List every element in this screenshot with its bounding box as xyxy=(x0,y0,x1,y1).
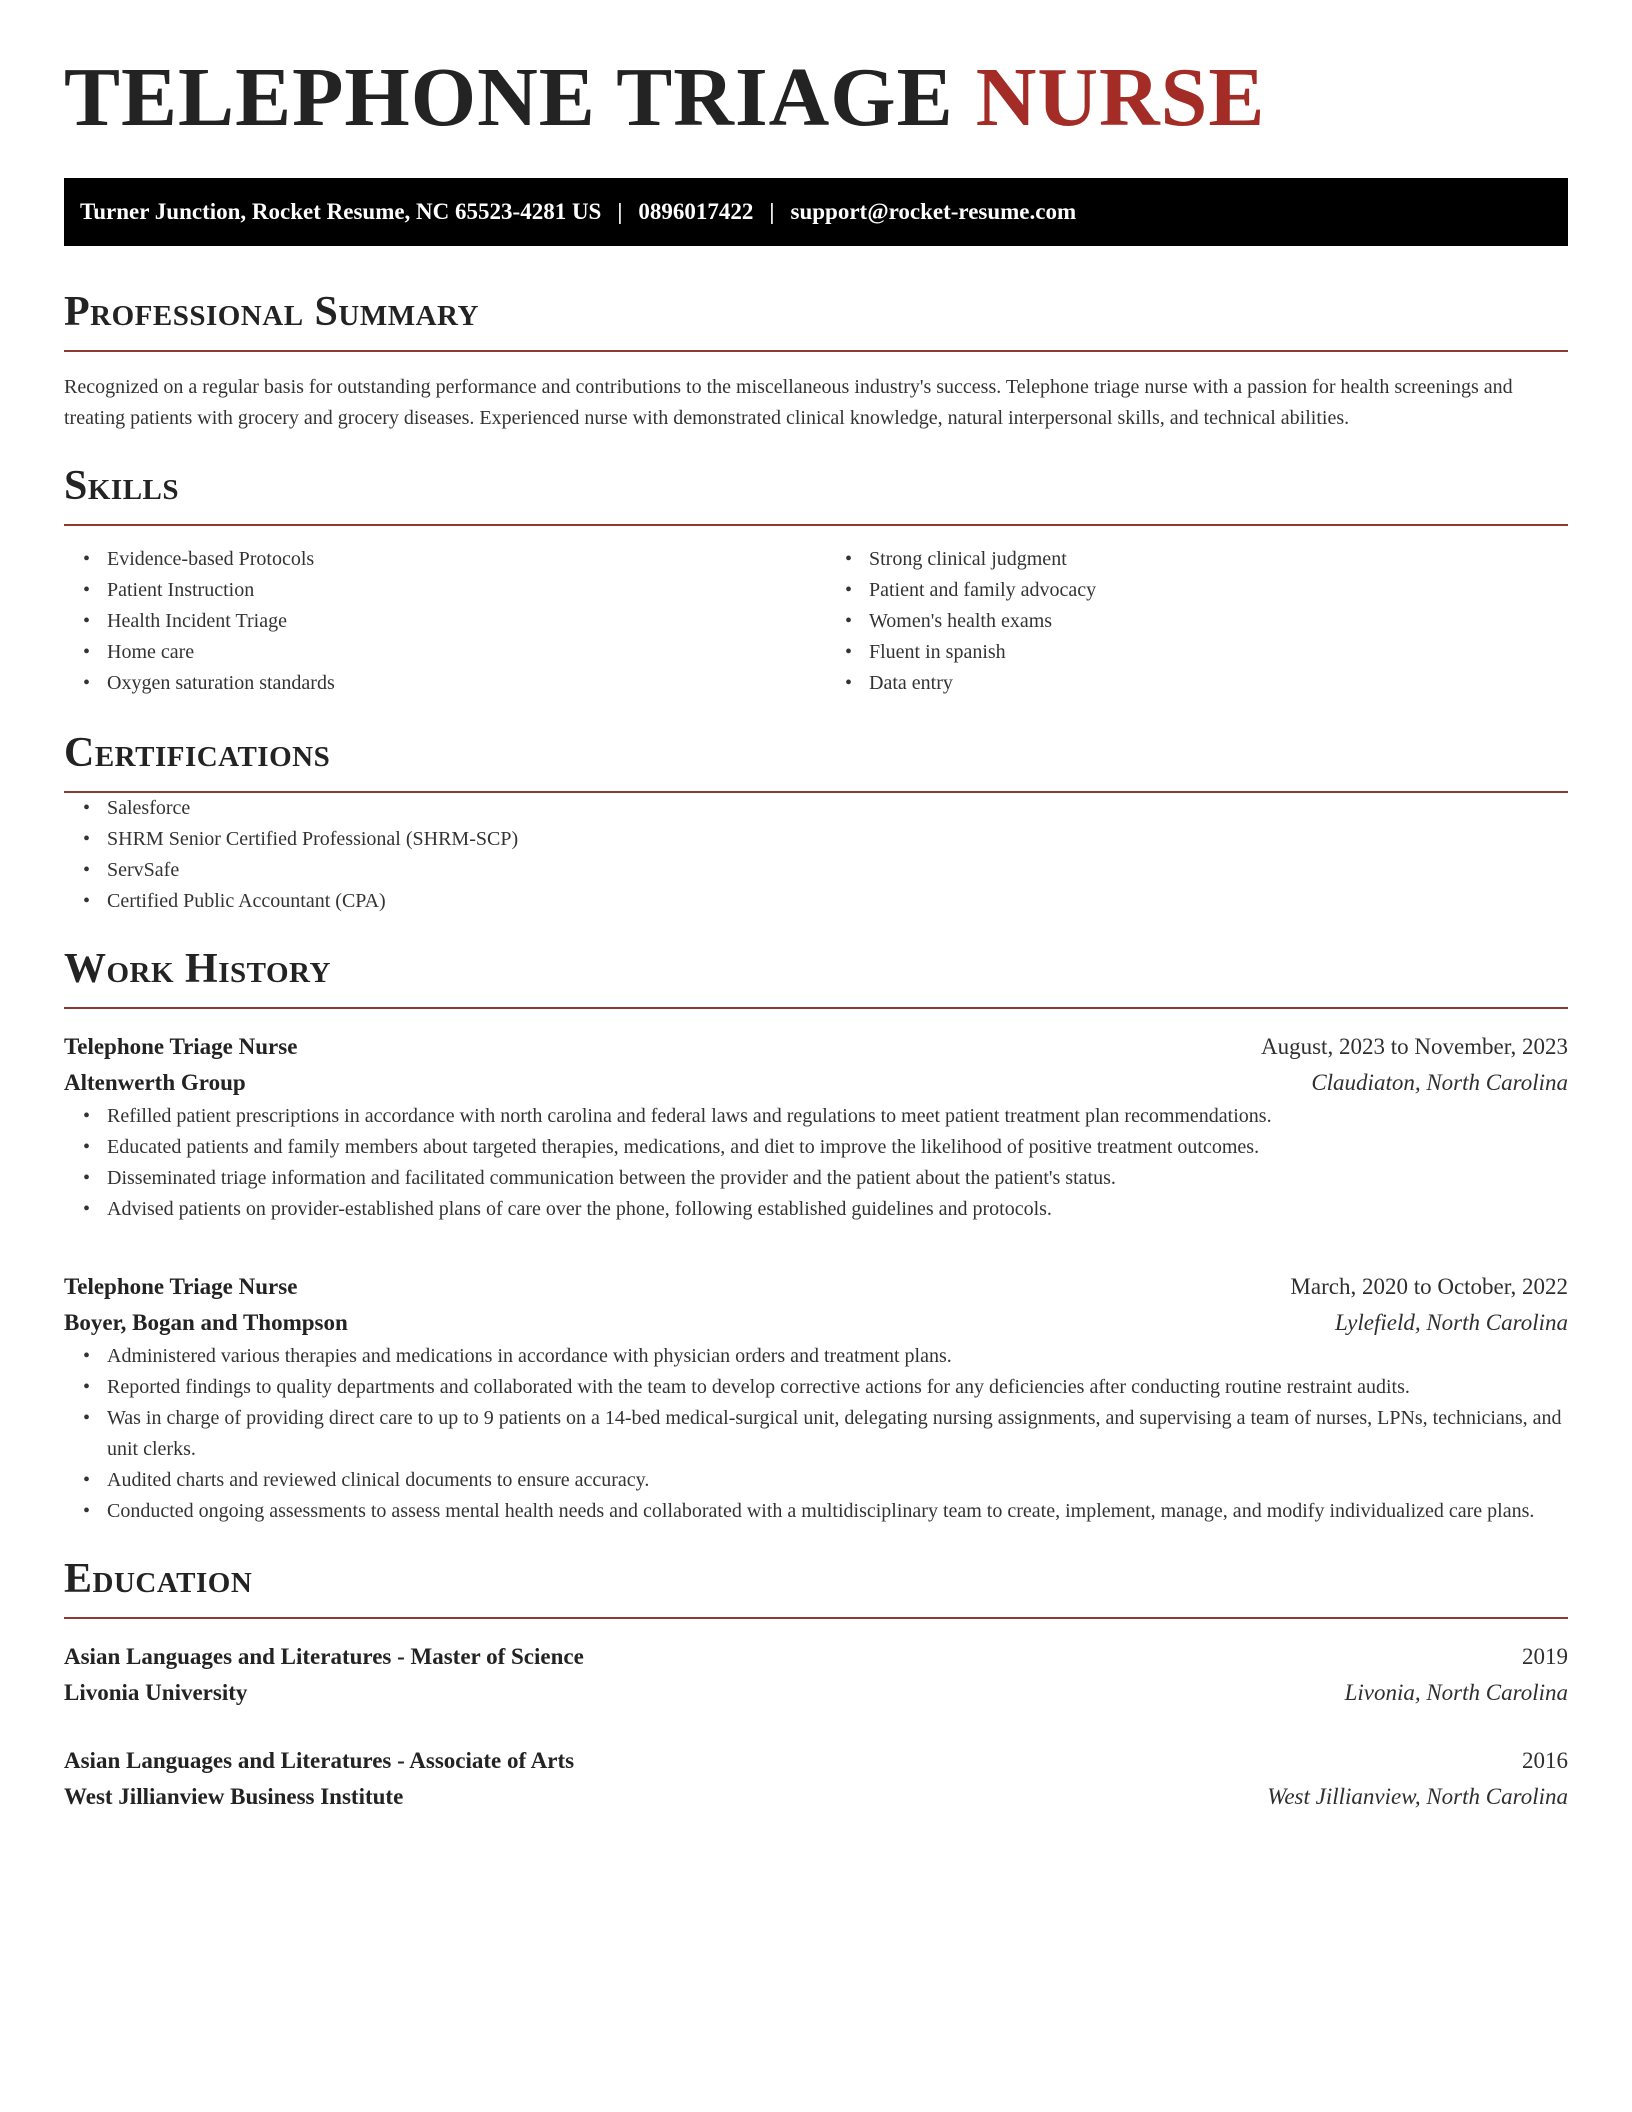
job-bullet: • Disseminated triage information and facilitated communication between the provider and the patient about the patient's status. xyxy=(107,1163,1568,1194)
title-accent: NURSE xyxy=(975,51,1266,144)
section-divider xyxy=(64,1007,1568,1009)
education-location: Livonia, North Carolina xyxy=(1344,1680,1568,1706)
job-bullet: • Was in charge of providing direct care to up to 9 patients on a 14-bed medical-surgical unit, delegating nursing assignments, and supervising a team of nurses, LPNs, technicians, and unit clerks. xyxy=(107,1403,1568,1465)
job-entry xyxy=(64,1269,1568,1527)
skills-section xyxy=(64,464,1568,699)
job-bullet: • Conducted ongoing assessments to assess mental health needs and collaborated with a multidisciplinary team to create, implement, manage, and modify individualized care plans. xyxy=(107,1496,1568,1527)
job-company-row xyxy=(64,1305,1568,1341)
skill-item: • Fluent in spanish xyxy=(869,637,1568,668)
education-heading: Education xyxy=(64,1556,253,1603)
job-company: Altenwerth Group xyxy=(64,1070,246,1096)
certification-item: • Salesforce xyxy=(107,793,1568,824)
education-degree-row xyxy=(64,1639,1568,1675)
contact-address: Turner Junction, Rocket Resume, NC 65523-4281 US xyxy=(80,199,602,224)
title-main: TELEPHONE TRIAGE xyxy=(64,51,954,144)
resume-title xyxy=(64,51,1568,144)
education-section xyxy=(64,1557,1568,1815)
job-entry xyxy=(64,1029,1568,1225)
skills-list-right xyxy=(826,544,1568,699)
education-school-row xyxy=(64,1779,1568,1815)
job-title: Telephone Triage Nurse xyxy=(64,1274,298,1300)
education-degree-row xyxy=(64,1743,1568,1779)
job-company: Boyer, Bogan and Thompson xyxy=(64,1310,348,1336)
education-year: 2016 xyxy=(1522,1748,1568,1774)
summary-section xyxy=(64,290,1568,434)
job-bullet: • Reported findings to quality departments and collaborated with the team to develop corrective actions for any deficiencies after conducting routine restraint audits. xyxy=(107,1372,1568,1403)
skills-list-left xyxy=(64,544,806,699)
skill-item: • Health Incident Triage xyxy=(107,606,806,637)
work-history-section xyxy=(64,947,1568,1527)
job-bullet: • Audited charts and reviewed clinical documents to ensure accuracy. xyxy=(107,1465,1568,1496)
education-entry xyxy=(64,1743,1568,1815)
job-header-row xyxy=(64,1269,1568,1305)
contact-email: support@rocket-resume.com xyxy=(790,199,1077,224)
skill-item: • Home care xyxy=(107,637,806,668)
skill-item: • Patient Instruction xyxy=(107,575,806,606)
education-degree: Asian Languages and Literatures - Master of Science xyxy=(64,1644,584,1670)
job-bullet-list xyxy=(64,1341,1568,1527)
summary-text: Recognized on a regular basis for outstanding performance and contributions to the miscellaneous industry's success. Telephone triage nurse with a passion for health screenings and treating patients with grocery and grocery diseases. Experienced nurse with demonstrated clinical knowledge, natural interpersonal skills, and technical abilities. xyxy=(64,376,1513,430)
skills-heading: Skills xyxy=(64,463,180,510)
job-bullet: • Educated patients and family members about targeted therapies, medications, and diet to improve the likelihood of positive treatment outcomes. xyxy=(107,1132,1568,1163)
certification-item: • SHRM Senior Certified Professional (SHRM-SCP) xyxy=(107,824,1568,855)
job-header-row xyxy=(64,1029,1568,1065)
job-bullet-list xyxy=(64,1101,1568,1225)
contact-separator: | xyxy=(769,199,775,224)
section-divider xyxy=(64,524,1568,526)
skill-item: • Data entry xyxy=(869,668,1568,699)
education-entry xyxy=(64,1639,1568,1711)
job-location: Claudiaton, North Carolina xyxy=(1311,1070,1568,1096)
skill-item: • Oxygen saturation standards xyxy=(107,668,806,699)
job-dates: August, 2023 to November, 2023 xyxy=(1261,1034,1568,1060)
summary-heading: Professional Summary xyxy=(64,289,479,335)
certifications-section xyxy=(64,731,1568,917)
contact-bar xyxy=(64,178,1568,246)
skills-grid xyxy=(64,544,1568,699)
section-divider xyxy=(64,350,1568,352)
job-company-row xyxy=(64,1065,1568,1101)
education-location: West Jillianview, North Carolina xyxy=(1267,1784,1568,1810)
job-location: Lylefield, North Carolina xyxy=(1335,1310,1568,1336)
job-bullet: • Advised patients on provider-established plans of care over the phone, following established guidelines and protocols. xyxy=(107,1194,1568,1225)
certification-item: • ServSafe xyxy=(107,855,1568,886)
job-bullet: • Refilled patient prescriptions in accordance with north carolina and federal laws and regulations to meet patient treatment plan recommendations. xyxy=(107,1101,1568,1132)
education-school-row xyxy=(64,1675,1568,1711)
contact-separator: | xyxy=(617,199,623,224)
section-divider xyxy=(64,1617,1568,1619)
certifications-list xyxy=(64,793,1568,917)
skill-item: • Evidence-based Protocols xyxy=(107,544,806,575)
contact-phone: 0896017422 xyxy=(638,199,754,224)
education-year: 2019 xyxy=(1522,1644,1568,1670)
education-school: Livonia University xyxy=(64,1680,248,1706)
skill-item: • Patient and family advocacy xyxy=(869,575,1568,606)
job-bullet: • Administered various therapies and medications in accordance with physician orders and treatment plans. xyxy=(107,1341,1568,1372)
certifications-heading: Certifications xyxy=(64,730,331,777)
education-school: West Jillianview Business Institute xyxy=(64,1784,404,1810)
skill-item: • Strong clinical judgment xyxy=(869,544,1568,575)
certification-item: • Certified Public Accountant (CPA) xyxy=(107,886,1568,917)
job-dates: March, 2020 to October, 2022 xyxy=(1290,1274,1568,1300)
work-history-heading: Work History xyxy=(64,946,331,993)
skill-item: • Women's health exams xyxy=(869,606,1568,637)
education-degree: Asian Languages and Literatures - Associate of Arts xyxy=(64,1748,575,1774)
job-title: Telephone Triage Nurse xyxy=(64,1034,298,1060)
